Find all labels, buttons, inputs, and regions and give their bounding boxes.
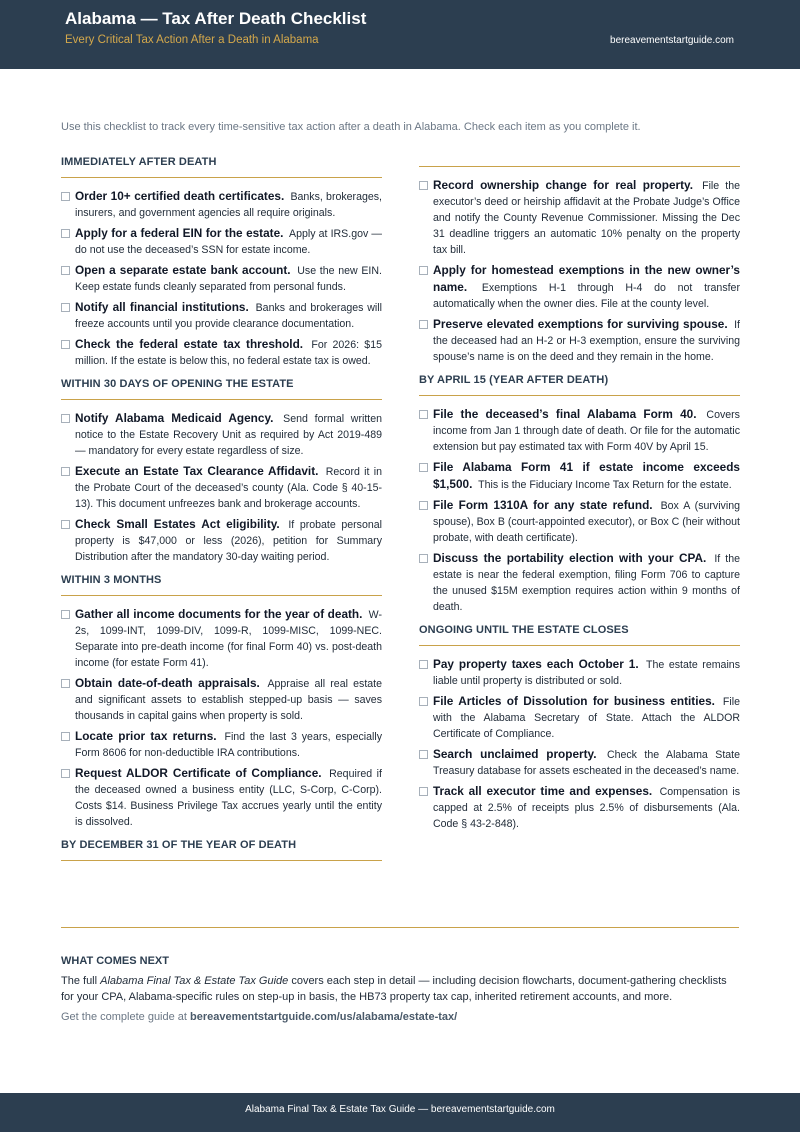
item-title: Notify all financial institutions. — [75, 300, 249, 314]
item-title: Pay property taxes each October 1. — [433, 657, 639, 671]
checkbox[interactable] — [61, 414, 70, 423]
guide-title: Alabama Final Tax & Estate Tax Guide — [100, 975, 289, 987]
checklist-item — [61, 225, 382, 258]
item-description: W-2s, 1099-INT, 1099-DIV, 1099-R, 1099-MISC, 1099-NEC. Separate into pre-death income (for final Form 40) vs. post-death income (for estate Form 41). — [75, 609, 382, 669]
item-title: Execute an Estate Tax Clearance Affidavit. — [75, 464, 319, 478]
item-description: If the deceased had an H-2 or H-3 exemption, ensure the surviving spouse’s name is on the deed and they remain in the home. — [433, 319, 740, 363]
item-description: File the executor’s deed or heirship affidavit at the Probate Judge’s Office and notify the County Revenue Commissioner. Missing the Dec 31 deadline triggers an automatic 10% penalty on the property tax bill. — [433, 180, 740, 256]
item-title: Apply for a federal EIN for the estate. — [75, 226, 284, 240]
section-heading: WITHIN 30 DAYS OF OPENING THE ESTATE — [61, 377, 382, 400]
checklist-item — [61, 188, 382, 221]
item-description: Send formal written notice to the Estate Recovery Unit as required by Act 2019-489 — mandatory for every estate regardless of size. — [75, 413, 382, 457]
item-description: Check the Alabama State Treasury database for assets escheated in the deceased’s name. — [433, 749, 740, 777]
item-text — [433, 783, 740, 832]
guide-url-link[interactable]: bereavementstartguide.com/us/alabama/estate-tax/ — [190, 1011, 458, 1023]
intro-text: Use this checklist to track every time-sensitive tax action after a death in Alabama. Check each item as you complete it. — [61, 121, 641, 133]
item-text — [75, 675, 382, 724]
item-description: File with the Alabama Secretary of State. Attach the ALDOR Certificate of Compliance. — [433, 696, 740, 740]
section-divider — [61, 927, 739, 928]
item-text — [75, 606, 382, 671]
checklist-section — [61, 573, 382, 830]
footer-text: Alabama Final Tax & Estate Tax Guide — bereavementstartguide.com — [245, 1104, 555, 1115]
item-text — [75, 299, 382, 332]
checklist-item — [61, 728, 382, 761]
item-title: Track all executor time and expenses. — [433, 784, 653, 798]
page-footer — [0, 1093, 800, 1132]
checklist-item — [61, 765, 382, 830]
item-text — [433, 459, 740, 493]
checklist-item — [61, 516, 382, 565]
item-title: Order 10+ certified death certificates. — [75, 189, 285, 203]
checkbox[interactable] — [419, 660, 428, 669]
checkbox[interactable] — [61, 610, 70, 619]
item-text — [433, 177, 740, 258]
checkbox[interactable] — [419, 697, 428, 706]
item-title: Search unclaimed property. — [433, 747, 597, 761]
checklist-item — [419, 497, 740, 546]
checkbox[interactable] — [61, 229, 70, 238]
item-title: Apply for homestead exemptions in the new owner’s name. — [433, 263, 740, 294]
item-description: Compensation is capped at 2.5% of receipts plus 2.5% of disbursements (Ala. Code § 43-2-848). — [433, 786, 740, 830]
item-text — [433, 406, 740, 455]
section-heading: BY DECEMBER 31 OF THE YEAR OF DEATH — [61, 838, 382, 861]
section-heading: WITHIN 3 MONTHS — [61, 573, 382, 596]
item-text — [433, 746, 740, 779]
checklist-section — [61, 377, 382, 565]
item-description: Record it in the Probate Court of the deceased’s county (Ala. Code § 40-15-13). This document unfreezes bank and brokerage accounts. — [75, 466, 382, 510]
section-heading — [419, 155, 740, 167]
checklist-item — [419, 406, 740, 455]
item-description: Box A (surviving spouse), Box B (court-appointed executor), or Box C (heir without probate, with death certificate). — [433, 500, 740, 544]
checkbox[interactable] — [61, 769, 70, 778]
checklist-section — [419, 373, 740, 615]
checkbox[interactable] — [419, 181, 428, 190]
link-prefix: Get the complete guide at — [61, 1011, 191, 1023]
checklist-item — [61, 463, 382, 512]
checkbox[interactable] — [419, 266, 428, 275]
item-title: Locate prior tax returns. — [75, 729, 217, 743]
checklist-section — [419, 155, 740, 365]
checklist-item — [419, 177, 740, 258]
checkbox[interactable] — [61, 303, 70, 312]
checkbox[interactable] — [61, 520, 70, 529]
checkbox[interactable] — [419, 320, 428, 329]
page-header — [0, 0, 800, 69]
item-title: Notify Alabama Medicaid Agency. — [75, 411, 274, 425]
item-description: Exemptions H-1 through H-4 do not transfer automatically when the owner dies. File at the county level. — [433, 282, 740, 310]
checkbox[interactable] — [419, 501, 428, 510]
what-comes-next-body — [61, 973, 741, 1005]
checklist-item — [419, 783, 740, 832]
item-title: Check Small Estates Act eligibility. — [75, 517, 280, 531]
item-text — [433, 497, 740, 546]
item-text — [75, 765, 382, 830]
checkbox[interactable] — [61, 192, 70, 201]
checklist-item — [419, 656, 740, 689]
item-title: File the deceased’s final Alabama Form 40. — [433, 407, 697, 421]
item-title: Open a separate estate bank account. — [75, 263, 291, 277]
section-heading: ONGOING UNTIL THE ESTATE CLOSES — [419, 623, 740, 646]
site-link[interactable]: bereavementstartguide.com — [610, 35, 734, 46]
item-text — [75, 336, 382, 369]
checkbox[interactable] — [61, 266, 70, 275]
item-text — [433, 316, 740, 365]
checkbox[interactable] — [61, 679, 70, 688]
item-title: Obtain date-of-death appraisals. — [75, 676, 260, 690]
item-description: If probate personal property is $47,000 or less (2026), petition for Summary Distribution after the mandatory 30-day waiting period. — [75, 519, 382, 563]
checklist-item — [61, 410, 382, 459]
item-text — [433, 656, 740, 689]
checkbox[interactable] — [61, 340, 70, 349]
item-description: Banks, brokerages, insurers, and government agencies all require originals. — [75, 191, 382, 219]
checklist-item — [419, 262, 740, 312]
page-title: Alabama — Tax After Death Checklist — [65, 9, 367, 28]
item-text — [75, 225, 382, 258]
checklist-item — [61, 606, 382, 671]
checklist-item — [419, 550, 740, 615]
checklist-section — [61, 838, 382, 861]
checkbox[interactable] — [419, 787, 428, 796]
item-description: For 2026: $15 million. If the estate is below this, no federal estate tax is owed. — [75, 339, 382, 367]
checklist-item — [419, 459, 740, 493]
item-description: This is the Fiduciary Income Tax Return for the estate. — [478, 479, 732, 491]
item-description: If the estate is near the federal exemption, filing Form 706 to capture the unused $15M exemption requires action within 9 months of death. — [433, 553, 740, 613]
page-subtitle: Every Critical Tax Action After a Death in Alabama — [65, 34, 319, 46]
item-description: Required if the deceased owned a business entity (LLC, S-Corp, C-Corp). Costs $14. Business Privilege Tax accrues yearly until the entity is dissolved. — [75, 768, 382, 828]
item-title: Record ownership change for real property. — [433, 178, 694, 192]
right-column — [419, 155, 740, 840]
checkbox[interactable] — [419, 410, 428, 419]
item-description: Covers income from Jan 1 through date of death. Or file for the automatic extension but pay estimated tax with Form 40V by April 15. — [433, 409, 740, 453]
item-description: Apply at IRS.gov — do not use the deceased’s SSN for estate income. — [75, 228, 382, 256]
item-title: File Articles of Dissolution for business entities. — [433, 694, 715, 708]
item-text — [75, 516, 382, 565]
next-body-suffix: covers each step in detail — including decision flowcharts, document-gathering checklists for your CPA, Alabama-specific rules on step-up in basis, the HB73 property tax cap, inherited retirement accounts, and more. — [61, 975, 727, 1003]
what-comes-next-heading: WHAT COMES NEXT — [61, 955, 169, 967]
item-title: File Form 1310A for any state refund. — [433, 498, 653, 512]
item-text — [75, 463, 382, 512]
checklist-item — [61, 675, 382, 724]
item-description: Find the last 3 years, especially Form 8606 for non-deductible IRA contributions. — [75, 731, 383, 759]
item-title: Gather all income documents for the year of death. — [75, 607, 363, 621]
item-title: Request ALDOR Certificate of Compliance. — [75, 766, 322, 780]
item-description: Use the new EIN. Keep estate funds cleanly separated from personal funds. — [75, 265, 382, 293]
checklist-item — [419, 316, 740, 365]
checkbox[interactable] — [419, 554, 428, 563]
checkbox[interactable] — [61, 732, 70, 741]
item-text — [433, 550, 740, 615]
checkbox[interactable] — [419, 463, 428, 472]
section-heading: BY APRIL 15 (YEAR AFTER DEATH) — [419, 373, 740, 396]
left-column — [61, 155, 382, 871]
item-description: The estate remains liable until property is distributed or sold. — [433, 659, 740, 687]
checklist-section — [61, 155, 382, 369]
checklist-section — [419, 623, 740, 832]
item-description: Banks and brokerages will freeze accounts until you provide clearance documentation. — [75, 302, 382, 330]
checklist-item — [419, 746, 740, 779]
item-text — [75, 262, 382, 295]
guide-link-line — [61, 1011, 457, 1023]
checkbox[interactable] — [61, 467, 70, 476]
item-title: Check the federal estate tax threshold. — [75, 337, 304, 351]
checklist-item — [61, 336, 382, 369]
section-heading: IMMEDIATELY AFTER DEATH — [61, 155, 382, 178]
item-text — [433, 262, 740, 312]
checklist-item — [419, 693, 740, 742]
checklist-item — [61, 299, 382, 332]
item-text — [75, 728, 382, 761]
item-text — [433, 693, 740, 742]
item-text — [75, 188, 382, 221]
checklist-item — [61, 262, 382, 295]
checkbox[interactable] — [419, 750, 428, 759]
item-title: File Alabama Form 41 if estate income exceeds $1,500. — [433, 460, 740, 491]
item-title: Preserve elevated exemptions for surviving spouse. — [433, 317, 728, 331]
item-text — [75, 410, 382, 459]
next-body-prefix: The full — [61, 975, 101, 987]
item-description: Appraise all real estate and significant assets to establish stepped-up basis — saves thousands in capital gains when property is sold. — [75, 678, 383, 722]
item-title: Discuss the portability election with your CPA. — [433, 551, 707, 565]
